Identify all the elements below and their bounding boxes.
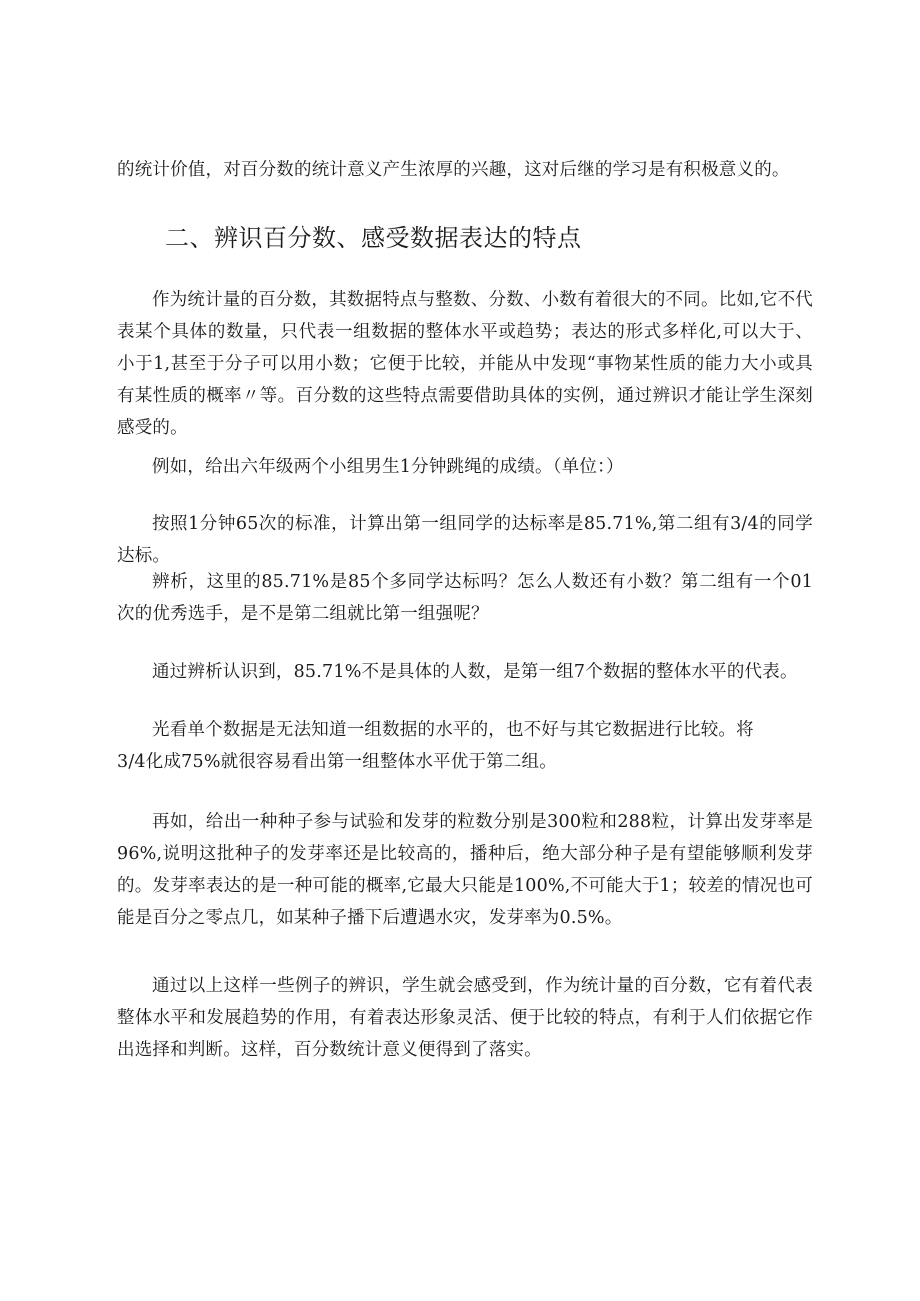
paragraph-comparison	[117, 714, 813, 778]
paragraph-comparison-line2: 3/4化成75%就很容易看出第一组整体水平优于第二组。	[117, 752, 557, 772]
paragraph-comparison-line1: 光看单个数据是无法知道一组数据的水平的，也不好与其它数据进行比较。将	[152, 720, 754, 740]
paragraph-pass-rate: 按照1分钟65次的标准，计算出第一组同学的达标率是85.71%,第二组有3/4的同学达标。	[117, 514, 813, 566]
paragraph-germination-example: 再如，给出一种种子参与试验和发芽的粒数分别是300粒和288粒，计算出发芽率是96%,说明这批种子的发芽率还是比较高的，播种后，绝大部分种子是有望能够顺利发芽的。发芽率表达的是一种可能的概率,它最大只能是100%,不可能大于1；较差的情况也可能是百分之零点几，如某种子播下后遭遇水灾，发芽率为0.5%。	[117, 812, 813, 928]
paragraph-continuation: 的统计价值，对百分数的统计意义产生浓厚的兴趣，这对后继的学习是有积极意义的。	[117, 160, 790, 180]
paragraph-percent-features: 作为统计量的百分数，其数据特点与整数、分数、小数有着很大的不同。比如,它不代表某个具体的数量，只代表一组数据的整体水平或趋势；表达的形式多样化,可以大于、小于1,甚至于分子可以用小数；它便于比较，并能从中发现“事物某性质的能力大小或具有某性质的概率〃等。百分数的这些特点需要借助具体的实例，通过辨识才能让学生深刻感受的。	[117, 290, 813, 438]
paragraph-example-rope-skipping: 例如，给出六年级两个小组男生1分钟跳绳的成绩。（单位：）	[152, 457, 624, 477]
paragraph-analysis-conclusion: 通过辨析认识到，85.71%不是具体的人数，是第一组7个数据的整体水平的代表。	[152, 662, 798, 682]
paragraph-summary: 通过以上这样一些例子的辨识，学生就会感受到，作为统计量的百分数，它有着代表整体水平和发展趋势的作用，有着表达形象灵活、便于比较的特点，有利于人们依据它作出选择和判断。这样，百分数统计意义便得到了落实。	[117, 976, 813, 1060]
paragraph-analysis-question: 辨析，这里的85.71%是85个多同学达标吗？怎么人数还有小数？第二组有一个01次的优秀选手，是不是第二组就比第一组强呢？	[117, 572, 813, 624]
section-heading: 二、辨识百分数、感受数据表达的特点	[165, 224, 582, 252]
